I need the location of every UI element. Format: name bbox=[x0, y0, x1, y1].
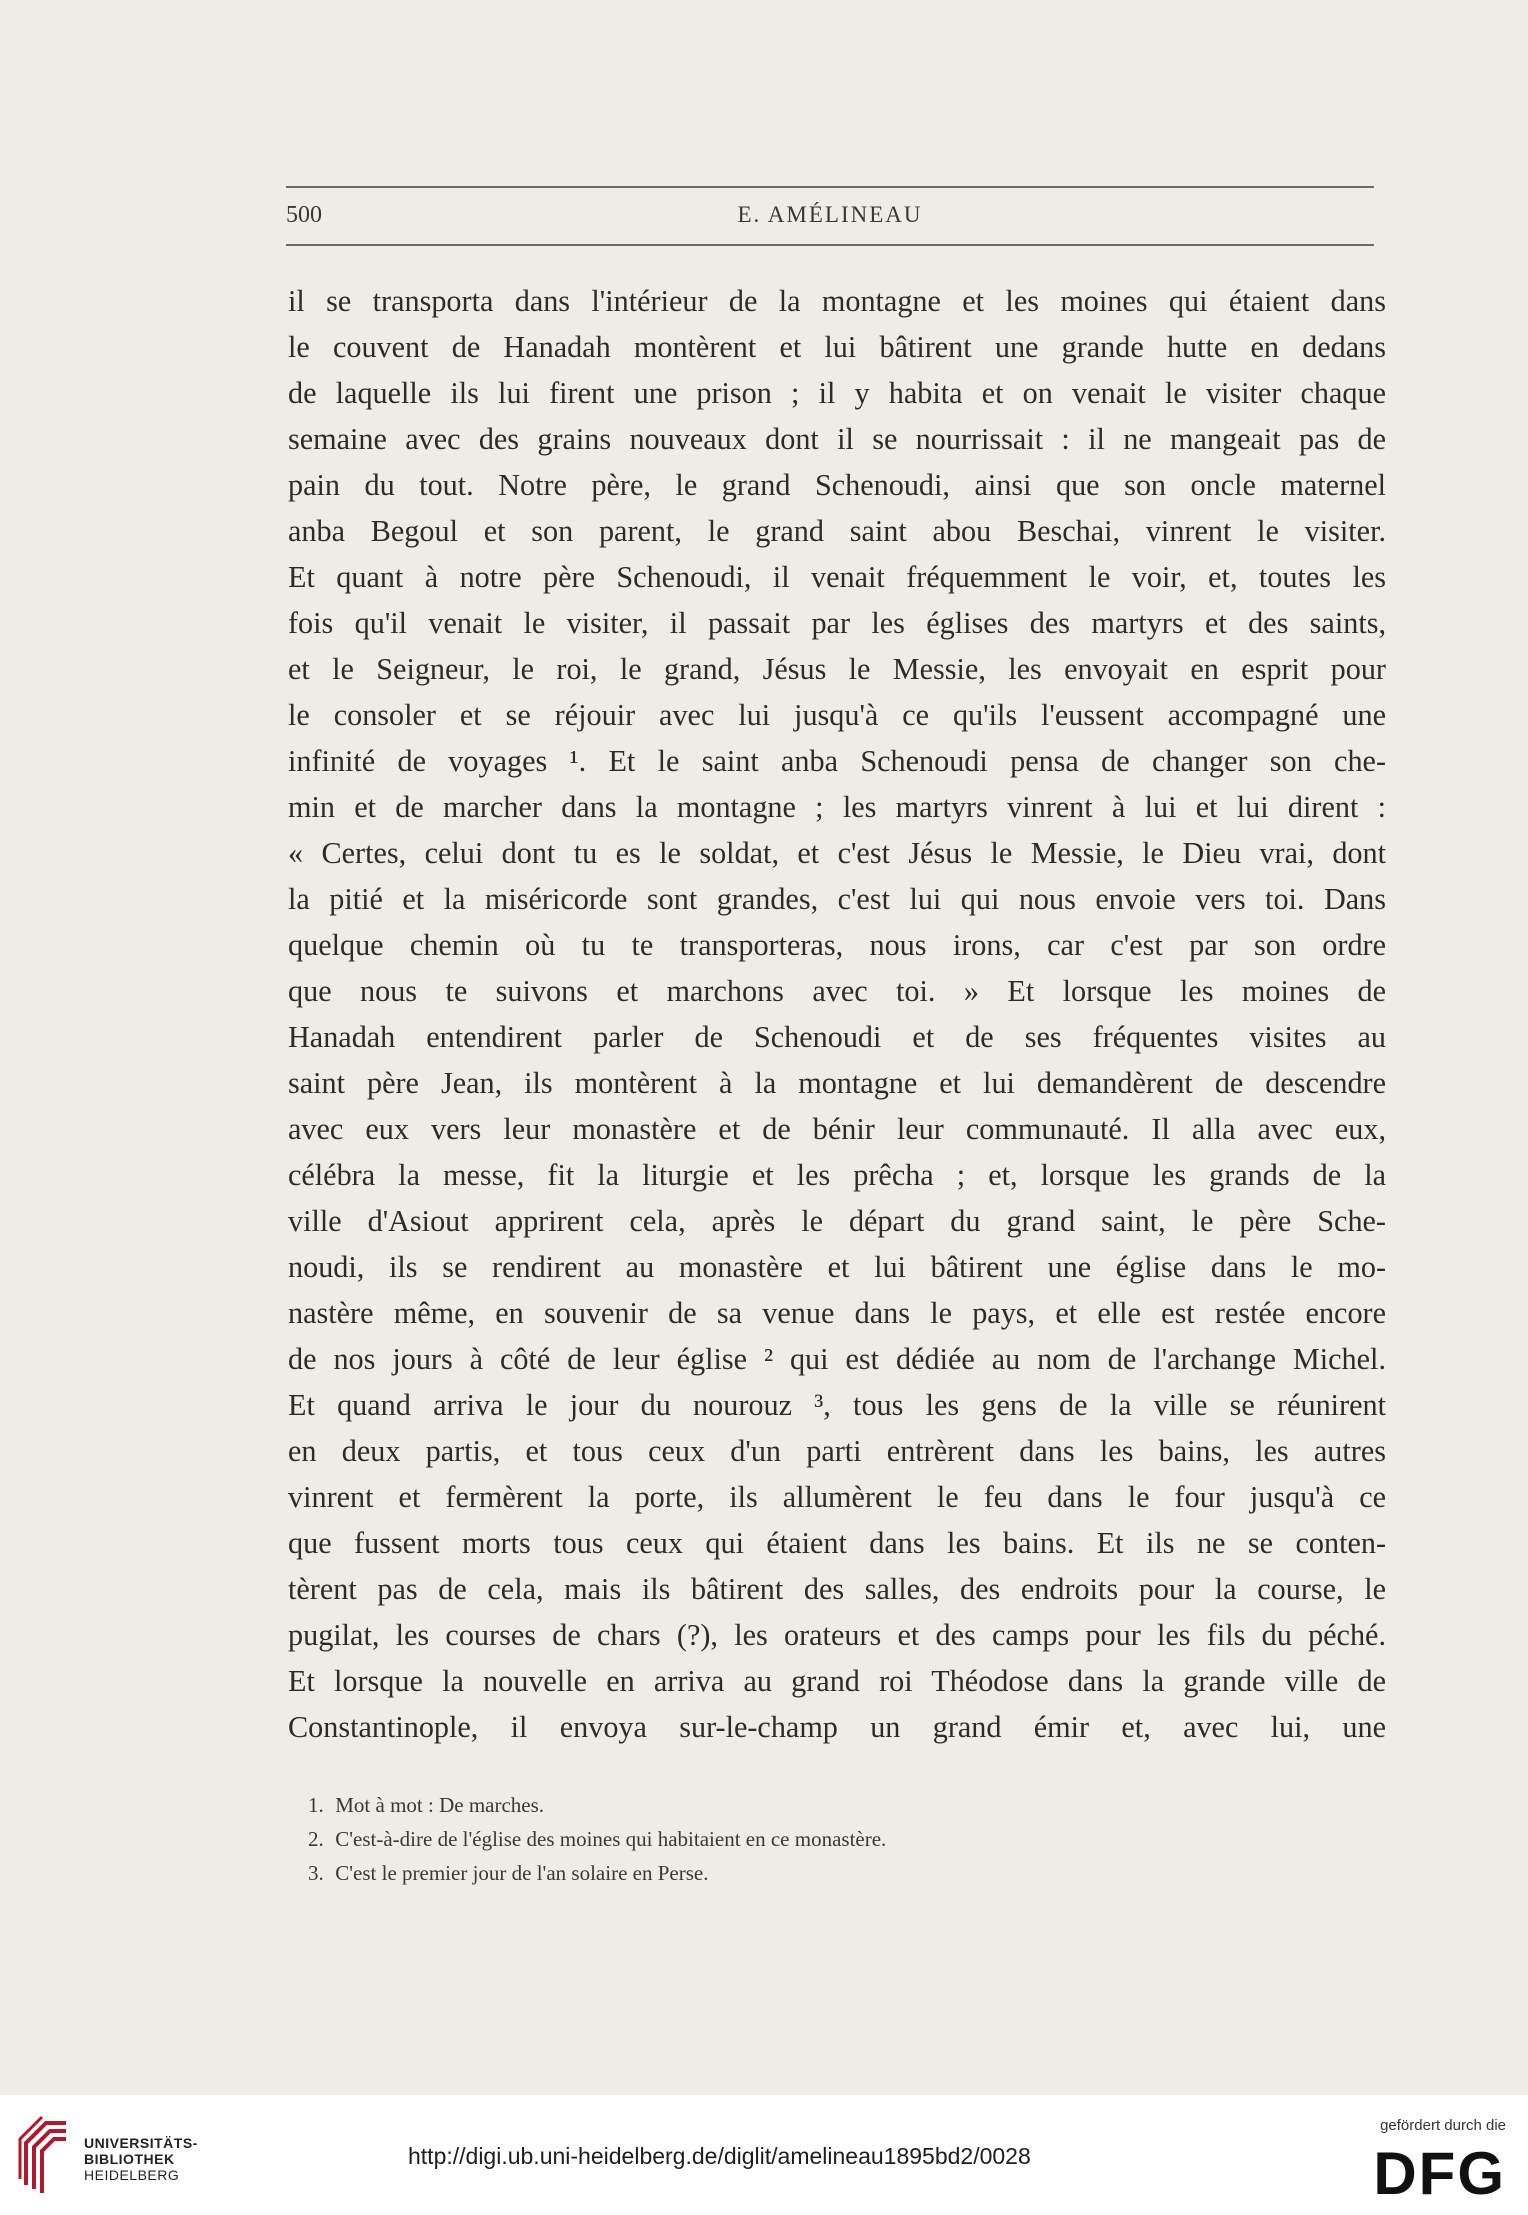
text-line: en deux partis, et tous ceux d'un parti entrèrent dans les bains, les autres bbox=[288, 1434, 1386, 1468]
text-line: tèrent pas de cela, mais ils bâtirent des salles, des endroits pour la course, le bbox=[288, 1572, 1386, 1606]
text-line: nastère même, en souvenir de sa venue dans le pays, et elle est restée encore bbox=[288, 1296, 1386, 1330]
text-line: noudi, ils se rendirent au monastère et lui bâtirent une église dans le mo- bbox=[288, 1250, 1386, 1284]
library-name-line: BIBLIOTHEK bbox=[84, 2151, 175, 2167]
library-logo-icon bbox=[18, 2115, 74, 2195]
footnote bbox=[308, 1788, 1208, 1822]
text-line: Et quant à notre père Schenoudi, il venait fréquemment le voir, et, toutes les bbox=[288, 560, 1386, 594]
footnote-text: C'est-à-dire de l'église des moines qui habitaient en ce monastère. bbox=[335, 1827, 887, 1851]
text-line: il se transporta dans l'intérieur de la montagne et les moines qui étaient dans bbox=[288, 284, 1386, 318]
text-line: « Certes, celui dont tu es le soldat, et c'est Jésus le Messie, le Dieu vrai, dont bbox=[288, 836, 1386, 870]
text-line: fois qu'il venait le visiter, il passait par les églises des martyrs et des saints, bbox=[288, 606, 1386, 640]
library-name-line: HEIDELBERG bbox=[84, 2167, 180, 2183]
text-line: Et lorsque la nouvelle en arriva au grand roi Théodose dans la grande ville de bbox=[288, 1664, 1386, 1698]
text-line: infinité de voyages ¹. Et le saint anba Schenoudi pensa de changer son che- bbox=[288, 744, 1386, 778]
permalink[interactable]: http://digi.ub.uni-heidelberg.de/diglit/amelineau1895bd2/0028 bbox=[408, 2143, 1031, 2169]
digitization-footer bbox=[0, 2095, 1528, 2215]
text-line: de nos jours à côté de leur église ² qui est dédiée au nom de l'archange Michel. bbox=[288, 1342, 1386, 1376]
footnote bbox=[308, 1822, 1208, 1856]
text-line: Hanadah entendirent parler de Schenoudi et de ses fréquentes visites au bbox=[288, 1020, 1386, 1054]
footnote-number: 2. bbox=[308, 1827, 324, 1851]
text-line: le consoler et se réjouir avec lui jusqu'à ce qu'ils l'eussent accompagné une bbox=[288, 698, 1386, 732]
text-line: que fussent morts tous ceux qui étaient dans les bains. Et ils ne se conten- bbox=[288, 1526, 1386, 1560]
text-line: ville d'Asiout apprirent cela, après le départ du grand saint, le père Sche- bbox=[288, 1204, 1386, 1238]
library-name bbox=[84, 2135, 198, 2183]
text-line: de laquelle ils lui firent une prison ; il y habita et on venait le visiter chaque bbox=[288, 376, 1386, 410]
text-line: la pitié et la miséricorde sont grandes, c'est lui qui nous envoie vers toi. Dans bbox=[288, 882, 1386, 916]
library-name-line: UNIVERSITÄTS- bbox=[84, 2135, 198, 2151]
text-line: pain du tout. Notre père, le grand Schenoudi, ainsi que son oncle maternel bbox=[288, 468, 1386, 502]
text-line: vinrent et fermèrent la porte, ils allumèrent le feu dans le four jusqu'à ce bbox=[288, 1480, 1386, 1514]
text-line: célébra la messe, fit la liturgie et les prêcha ; et, lorsque les grands de la bbox=[288, 1158, 1386, 1192]
page-number: 500 bbox=[286, 202, 322, 228]
text-line: saint père Jean, ils montèrent à la montagne et lui demandèrent de descendre bbox=[288, 1066, 1386, 1100]
footnote-number: 1. bbox=[308, 1793, 324, 1817]
dfg-logo: DFG bbox=[1373, 2140, 1506, 2207]
funding-note: gefördert durch die bbox=[1380, 2117, 1506, 2134]
text-line: que nous te suivons et marchons avec toi. » Et lorsque les moines de bbox=[288, 974, 1386, 1008]
text-line: pugilat, les courses de chars (?), les orateurs et des camps pour les fils du péché. bbox=[288, 1618, 1386, 1652]
page-header bbox=[286, 200, 1374, 240]
footnote bbox=[308, 1856, 1208, 1890]
text-line: min et de marcher dans la montagne ; les martyrs vinrent à lui et lui dirent : bbox=[288, 790, 1386, 824]
body-text bbox=[288, 278, 1386, 1750]
text-line: quelque chemin où tu te transporteras, nous irons, car c'est par son ordre bbox=[288, 928, 1386, 962]
footnote-text: C'est le premier jour de l'an solaire en Perse. bbox=[335, 1861, 709, 1885]
footnotes bbox=[308, 1788, 1208, 1890]
text-line: semaine avec des grains nouveaux dont il se nourrissait : il ne mangeait pas de bbox=[288, 422, 1386, 456]
header-bottom-rule bbox=[286, 244, 1374, 246]
text-line: Et quand arriva le jour du nourouz ³, tous les gens de la ville se réunirent bbox=[288, 1388, 1386, 1422]
text-line: avec eux vers leur monastère et de bénir leur communauté. Il alla avec eux, bbox=[288, 1112, 1386, 1146]
footnote-text: Mot à mot : De marches. bbox=[335, 1793, 545, 1817]
text-line: Constantinople, il envoya sur-le-champ un grand émir et, avec lui, une bbox=[288, 1710, 1386, 1744]
text-line: le couvent de Hanadah montèrent et lui bâtirent une grande hutte en dedans bbox=[288, 330, 1386, 364]
text-line: et le Seigneur, le roi, le grand, Jésus le Messie, les envoyait en esprit pour bbox=[288, 652, 1386, 686]
running-head: E. AMÉLINEAU bbox=[737, 202, 923, 227]
header-top-rule bbox=[286, 186, 1374, 188]
footnote-number: 3. bbox=[308, 1861, 324, 1885]
text-line: anba Begoul et son parent, le grand saint abou Beschai, vinrent le visiter. bbox=[288, 514, 1386, 548]
